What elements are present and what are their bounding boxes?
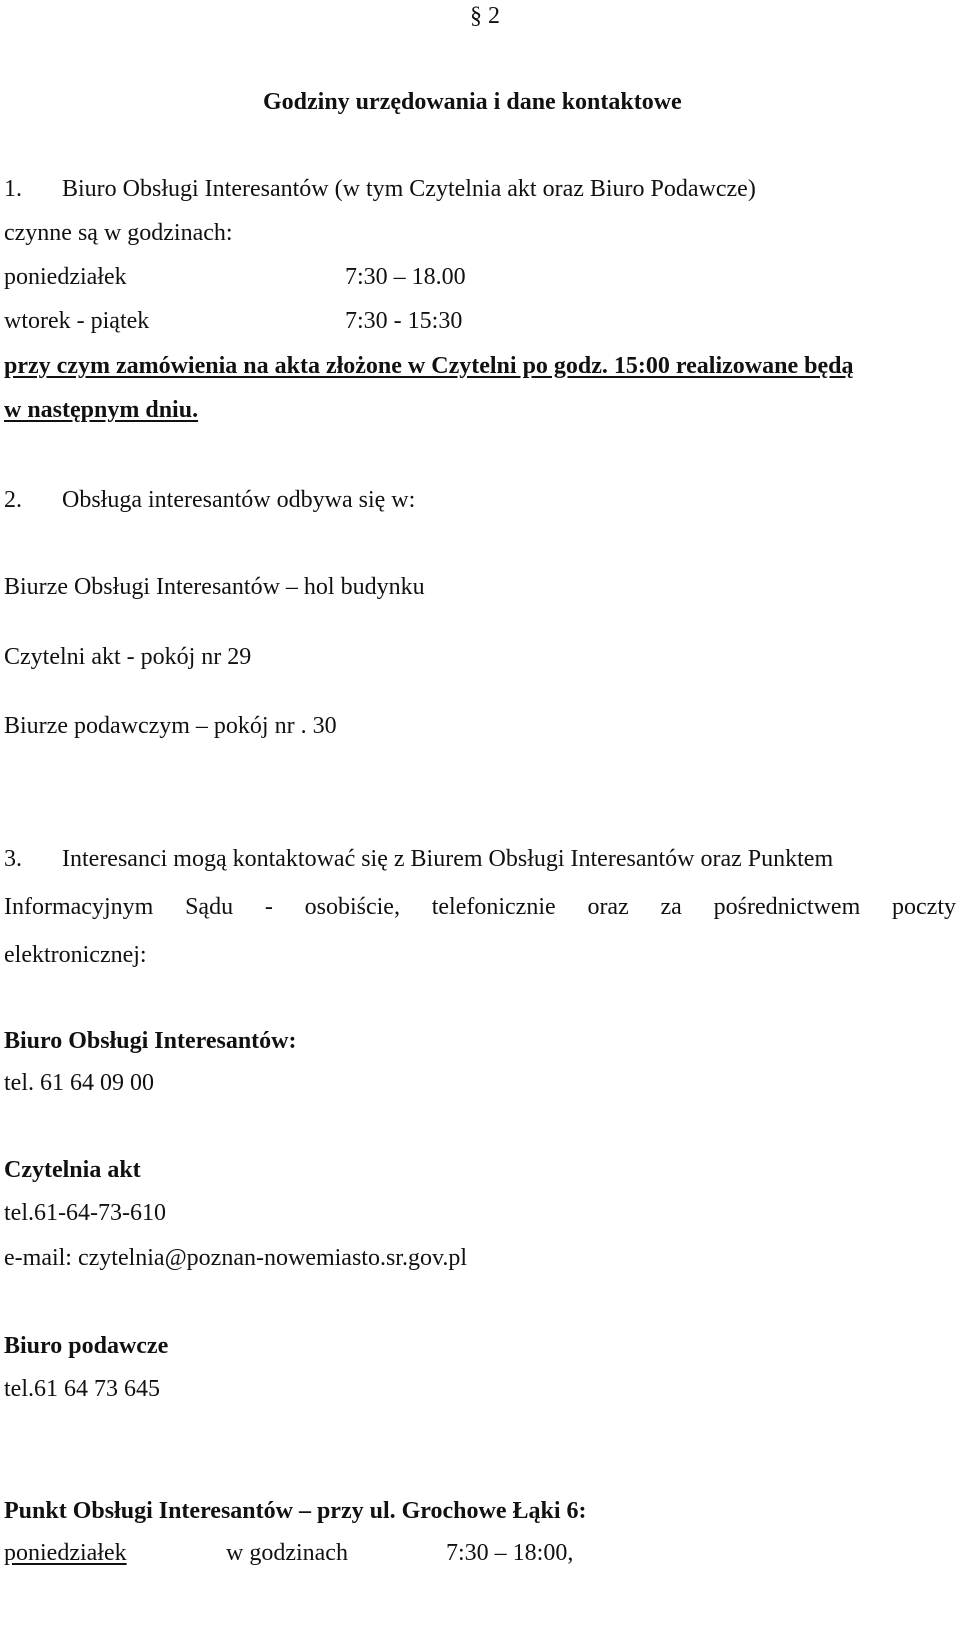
item2-number: 2. [4,487,22,513]
note-line-2: w następnym dniu. [4,397,199,423]
hours-day-tue-fri: wtorek - piątek [4,308,150,334]
podawcze-tel: tel.61 64 73 645 [4,1376,160,1402]
item3-line-1 [4,845,833,873]
czytelnia-title: Czytelnia akt [4,1157,141,1183]
item2-text: Obsługa interesantów odbywa się w: [62,487,416,513]
punkt-mid: w godzinach [226,1540,348,1566]
section-mark: § 2 [470,3,500,29]
boi-title: Biuro Obsługi Interesantów: [4,1028,297,1054]
czytelnia-email-link[interactable]: czytelnia@poznan-nowemiasto.sr.gov.pl [77,1245,468,1271]
item1-line [4,175,756,203]
item3-text-1: Interesanci mogą kontaktować się z Biurem Obsługi Interesantów oraz Punktem [62,846,834,872]
item1-text-cont: czynne są w godzinach: [4,220,233,246]
podawcze-title: Biuro podawcze [4,1333,169,1359]
note-line-1: przy czym zamówienia na akta złożone w Czytelni po godz. 15:00 realizowane będą [4,353,854,379]
place-boi: Biurze Obsługi Interesantów – hol budynku [4,574,425,600]
boi-tel: tel. 61 64 09 00 [4,1070,154,1096]
item2-line [4,486,415,514]
item1-number: 1. [4,176,22,202]
hours-time-monday: 7:30 – 18.00 [345,264,466,290]
item1-text: Biuro Obsługi Interesantów (w tym Czytelnia akt oraz Biuro Podawcze) [62,176,756,202]
email-label: e-mail: [4,1245,78,1271]
item3-line-2: Informacyjnym Sądu - osobiście, telefonicznie oraz za pośrednictwem poczty [4,894,956,920]
place-podawcze: Biurze podawczym – pokój nr . 30 [4,713,337,739]
czytelnia-email-line [4,1244,467,1272]
item3-line-3: elektronicznej: [4,942,147,968]
hours-time-tue-fri: 7:30 - 15:30 [345,308,463,334]
czytelnia-tel: tel.61-64-73-610 [4,1200,166,1226]
punkt-title: Punkt Obsługi Interesantów – przy ul. Grochowe Łąki 6: [4,1498,587,1524]
punkt-time: 7:30 – 18:00, [446,1540,574,1566]
punkt-day: poniedziałek [4,1540,127,1566]
page-heading: Godziny urzędowania i dane kontaktowe [263,89,682,115]
hours-day-monday: poniedziałek [4,264,127,290]
punkt-hours-line [4,1539,573,1567]
item3-number: 3. [4,846,22,872]
place-czytelnia: Czytelni akt - pokój nr 29 [4,644,252,670]
